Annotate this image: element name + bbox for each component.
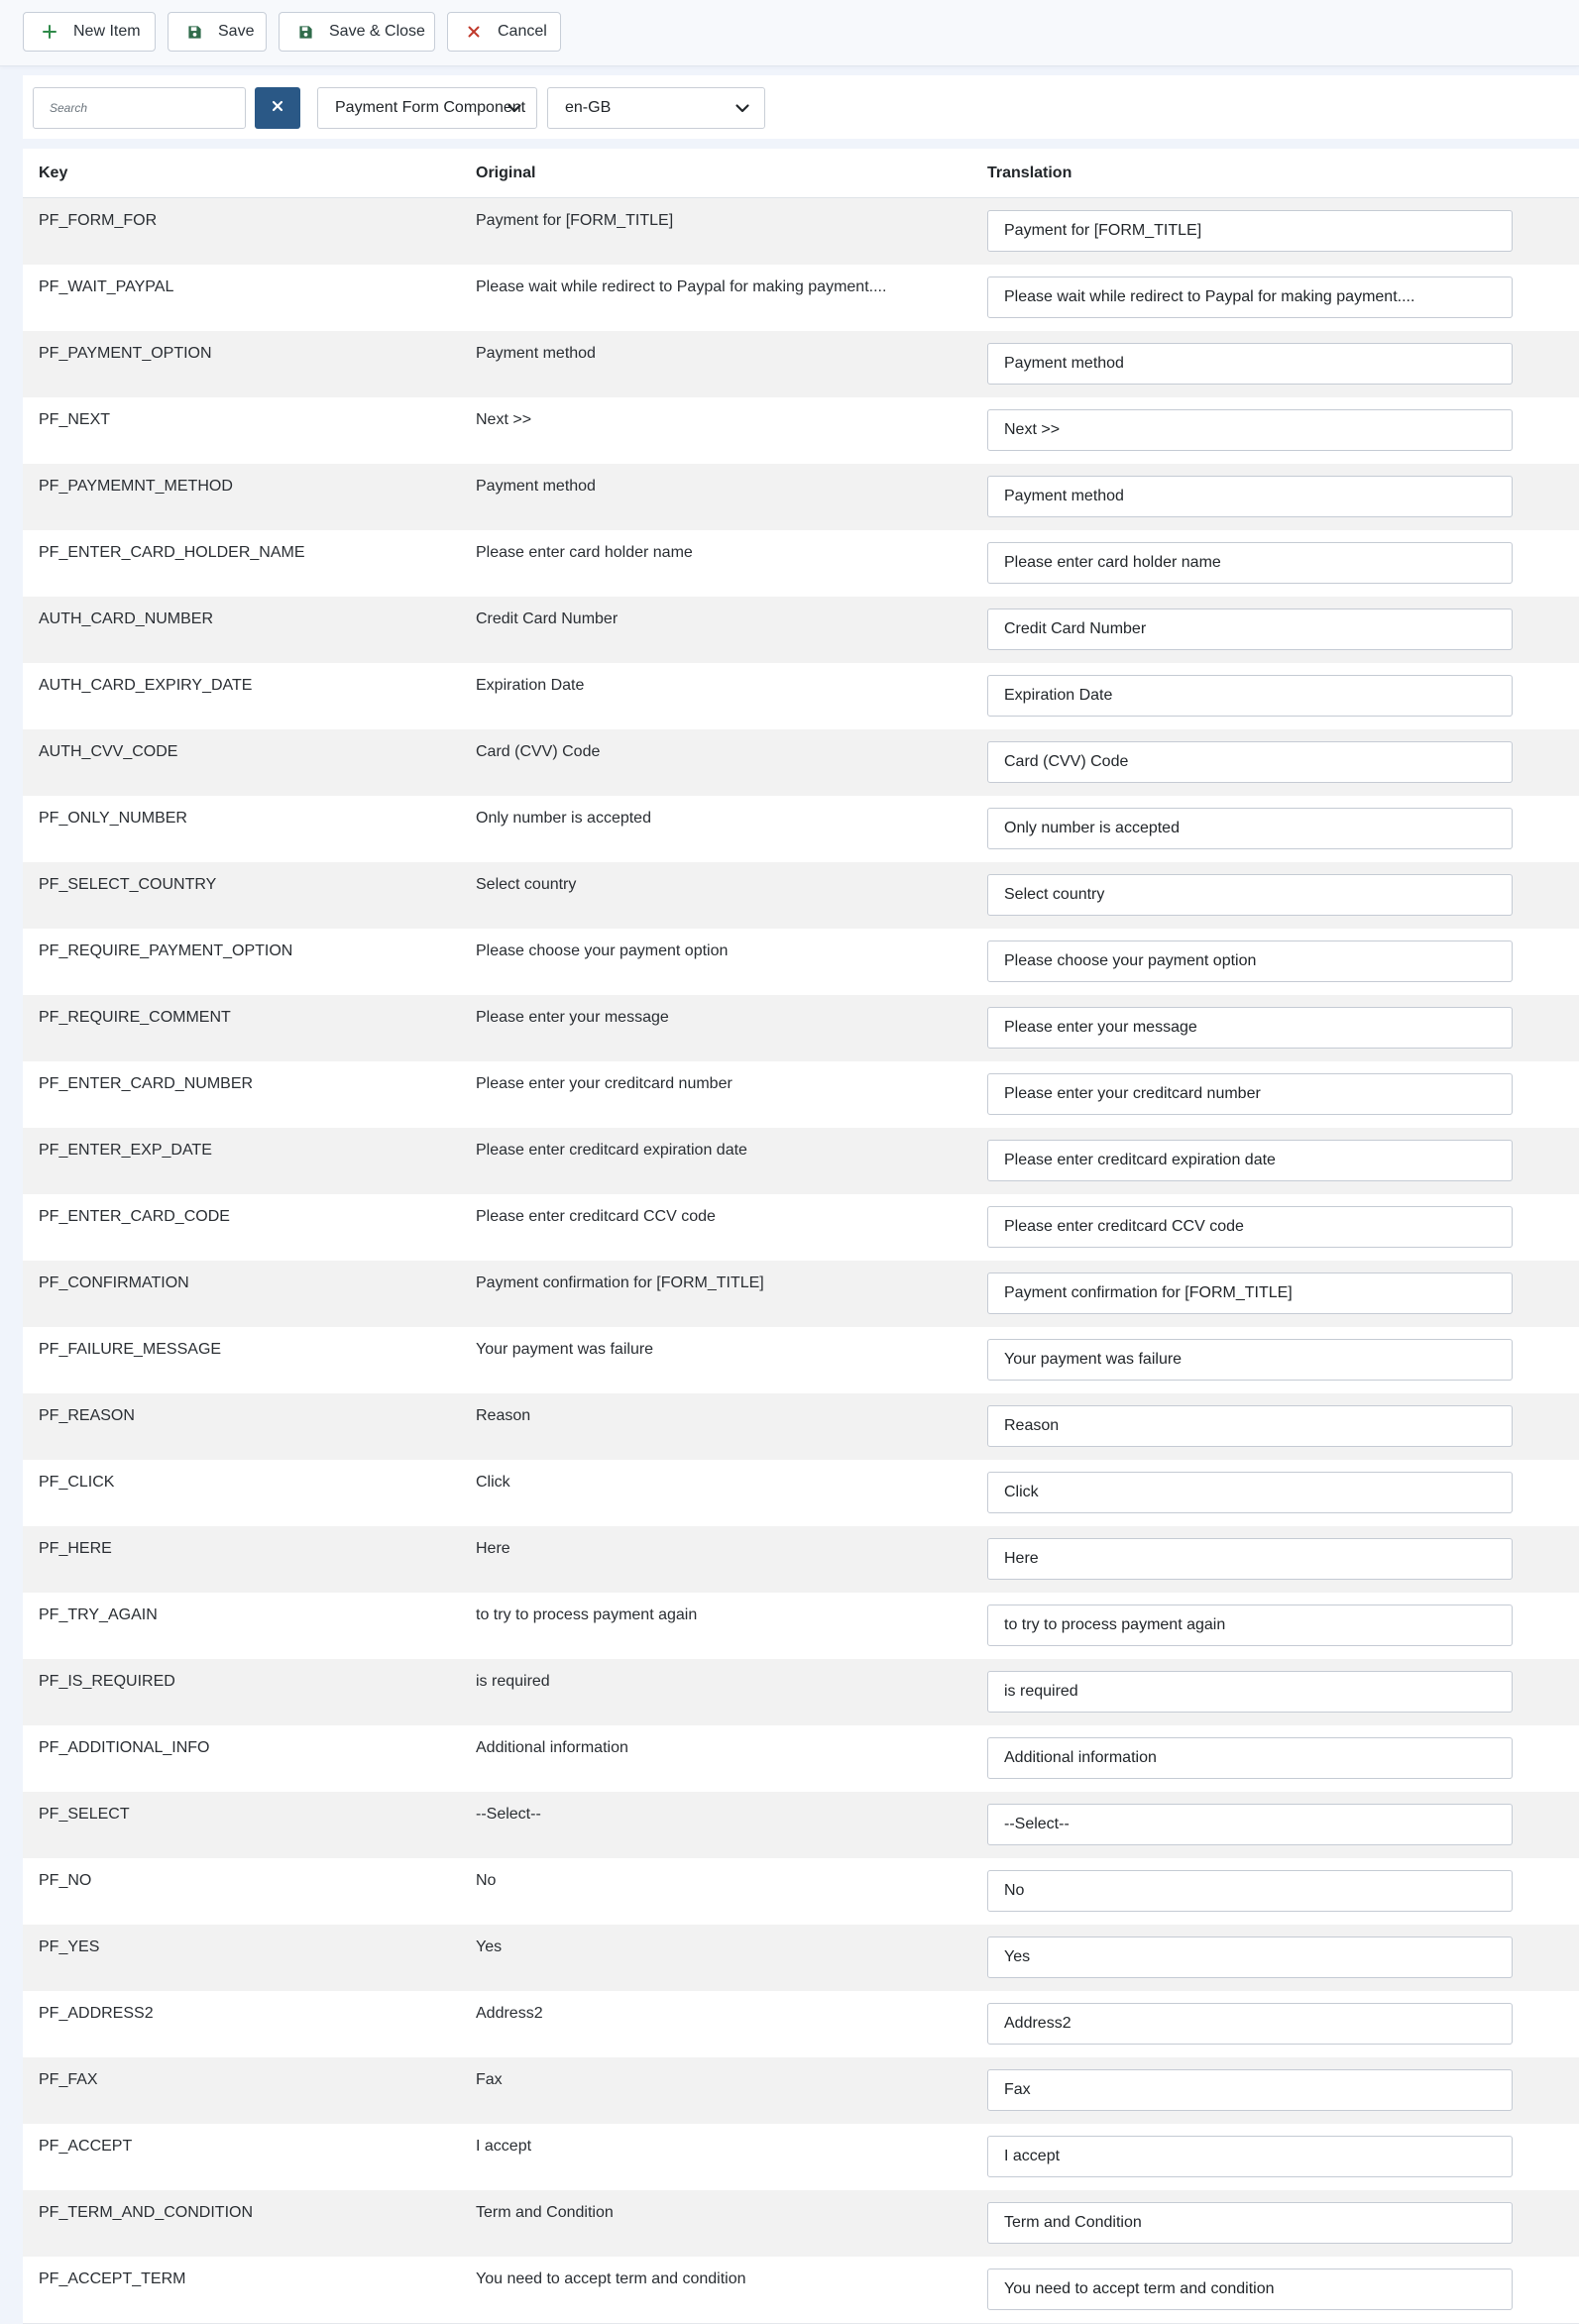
table-row xyxy=(23,1128,1579,1195)
translation-input[interactable] xyxy=(987,409,1513,451)
key-cell: PF_SELECT_COUNTRY xyxy=(39,876,217,893)
table-row xyxy=(23,1858,1579,1926)
table-row xyxy=(23,663,1579,730)
original-cell: Term and Condition xyxy=(476,2204,614,2221)
original-cell: Credit Card Number xyxy=(476,610,619,627)
translation-input[interactable] xyxy=(987,1273,1513,1314)
key-column-header: Key xyxy=(39,165,68,181)
key-cell: PF_REQUIRE_COMMENT xyxy=(39,1009,231,1026)
table-row xyxy=(23,2057,1579,2125)
table-row xyxy=(23,2190,1579,2258)
original-cell: Expiration Date xyxy=(476,677,585,694)
translation-input[interactable] xyxy=(987,675,1513,717)
translation-table xyxy=(23,149,1579,2318)
table-row xyxy=(23,995,1579,1062)
translation-input[interactable] xyxy=(987,1405,1513,1447)
table-row xyxy=(23,2257,1579,2324)
table-row xyxy=(23,1725,1579,1793)
original-cell: Please choose your payment option xyxy=(476,942,729,959)
save-close-button[interactable] xyxy=(279,12,435,52)
translation-input[interactable] xyxy=(987,210,1513,252)
key-cell: PF_WAIT_PAYPAL xyxy=(39,278,174,295)
original-cell: Only number is accepted xyxy=(476,810,651,827)
key-cell: PF_CLICK xyxy=(39,1474,115,1491)
key-cell: PF_ADDRESS2 xyxy=(39,2005,154,2022)
key-cell: PF_ENTER_CARD_CODE xyxy=(39,1208,230,1225)
original-cell: --Select-- xyxy=(476,1806,541,1823)
new-item-button[interactable] xyxy=(23,12,156,52)
translation-input[interactable] xyxy=(987,1339,1513,1381)
translation-input[interactable] xyxy=(987,476,1513,517)
cancel-button[interactable] xyxy=(447,12,561,52)
translation-input[interactable] xyxy=(987,343,1513,385)
translation-input[interactable] xyxy=(987,1671,1513,1713)
table-row xyxy=(23,397,1579,465)
translation-input[interactable] xyxy=(987,1206,1513,1248)
key-cell: AUTH_CARD_EXPIRY_DATE xyxy=(39,677,253,694)
translation-input[interactable] xyxy=(987,741,1513,783)
save-label: Save xyxy=(218,23,255,40)
table-row xyxy=(23,862,1579,930)
table-row xyxy=(23,1925,1579,1992)
translation-input[interactable] xyxy=(987,1870,1513,1912)
table-row xyxy=(23,796,1579,863)
original-cell: I accept xyxy=(476,2138,532,2155)
translation-input[interactable] xyxy=(987,1937,1513,1978)
original-cell: Select country xyxy=(476,876,577,893)
original-cell: Please enter card holder name xyxy=(476,544,693,561)
translation-input[interactable] xyxy=(987,1073,1513,1115)
language-select-value: en-GB xyxy=(565,99,612,116)
table-row xyxy=(23,1991,1579,2058)
translation-input[interactable] xyxy=(987,2136,1513,2177)
key-cell: PF_ADDITIONAL_INFO xyxy=(39,1739,210,1756)
translation-input[interactable] xyxy=(987,1538,1513,1580)
original-cell: Address2 xyxy=(476,2005,543,2022)
close-icon xyxy=(464,22,484,42)
translation-input[interactable] xyxy=(987,1472,1513,1513)
original-cell: is required xyxy=(476,1673,550,1690)
key-cell: PF_NO xyxy=(39,1872,92,1889)
original-cell: Yes xyxy=(476,1938,503,1955)
table-row xyxy=(23,729,1579,797)
key-cell: PF_FORM_FOR xyxy=(39,212,158,229)
translation-input[interactable] xyxy=(987,2069,1513,2111)
original-cell: Additional information xyxy=(476,1739,628,1756)
original-cell: Next >> xyxy=(476,411,532,428)
translation-input[interactable] xyxy=(987,941,1513,982)
original-cell: Please enter creditcard expiration date xyxy=(476,1142,747,1159)
plus-icon xyxy=(40,22,59,42)
table-row xyxy=(23,1327,1579,1394)
translation-input[interactable] xyxy=(987,1140,1513,1181)
language-select[interactable] xyxy=(547,87,765,129)
key-cell: PF_TRY_AGAIN xyxy=(39,1606,158,1623)
original-cell: Payment method xyxy=(476,345,596,362)
original-cell: Click xyxy=(476,1474,510,1491)
key-cell: PF_ONLY_NUMBER xyxy=(39,810,187,827)
translation-input[interactable] xyxy=(987,542,1513,584)
search-input[interactable] xyxy=(33,87,246,129)
translation-input[interactable] xyxy=(987,874,1513,916)
table-row xyxy=(23,1261,1579,1328)
key-cell: AUTH_CARD_NUMBER xyxy=(39,610,214,627)
table-row xyxy=(23,1393,1579,1461)
filter-bar xyxy=(23,75,1579,139)
key-cell: PF_ENTER_CARD_HOLDER_NAME xyxy=(39,544,305,561)
translation-input[interactable] xyxy=(987,2003,1513,2045)
translation-input[interactable] xyxy=(987,1605,1513,1646)
original-cell: Reason xyxy=(476,1407,531,1424)
table-row xyxy=(23,1792,1579,1859)
translation-input[interactable] xyxy=(987,1804,1513,1845)
table-row xyxy=(23,929,1579,996)
table-row xyxy=(23,1659,1579,1726)
key-cell: PF_PAYMENT_OPTION xyxy=(39,345,212,362)
original-column-header: Original xyxy=(476,165,536,181)
table-row xyxy=(23,530,1579,598)
key-cell: AUTH_CVV_CODE xyxy=(39,743,178,760)
key-cell: PF_PAYMEMNT_METHOD xyxy=(39,478,233,495)
chevron-down-icon xyxy=(721,88,764,128)
key-cell: PF_HERE xyxy=(39,1540,112,1557)
table-row xyxy=(23,1061,1579,1129)
table-row xyxy=(23,1526,1579,1594)
key-cell: PF_IS_REQUIRED xyxy=(39,1673,175,1690)
original-cell: Your payment was failure xyxy=(476,1341,654,1358)
table-row xyxy=(23,265,1579,332)
table-row xyxy=(23,1194,1579,1262)
translation-input[interactable] xyxy=(987,808,1513,849)
translation-input[interactable] xyxy=(987,2269,1513,2310)
component-select[interactable] xyxy=(317,87,537,129)
key-cell: PF_ACCEPT_TERM xyxy=(39,2270,186,2287)
original-cell: Fax xyxy=(476,2071,503,2088)
key-cell: PF_ENTER_CARD_NUMBER xyxy=(39,1075,254,1092)
clear-search-button[interactable] xyxy=(255,87,300,129)
key-cell: PF_TERM_AND_CONDITION xyxy=(39,2204,254,2221)
table-row xyxy=(23,198,1579,266)
original-cell: No xyxy=(476,1872,497,1889)
table-header xyxy=(23,149,1579,198)
key-cell: PF_REQUIRE_PAYMENT_OPTION xyxy=(39,942,293,959)
table-row xyxy=(23,331,1579,398)
key-cell: PF_CONFIRMATION xyxy=(39,1274,189,1291)
original-cell: Please enter your message xyxy=(476,1009,669,1026)
key-cell: PF_REASON xyxy=(39,1407,135,1424)
floppy-disk-icon xyxy=(295,22,315,42)
cancel-label: Cancel xyxy=(498,23,547,40)
table-row xyxy=(23,1460,1579,1527)
key-cell: PF_FAX xyxy=(39,2071,98,2088)
translation-input[interactable] xyxy=(987,1737,1513,1779)
toolbar xyxy=(0,0,1579,66)
key-cell: PF_FAILURE_MESSAGE xyxy=(39,1341,222,1358)
table-row xyxy=(23,464,1579,531)
key-cell: PF_NEXT xyxy=(39,411,111,428)
original-cell: You need to accept term and condition xyxy=(476,2270,746,2287)
translation-input[interactable] xyxy=(987,2202,1513,2244)
save-close-label: Save & Close xyxy=(329,23,425,40)
floppy-disk-icon xyxy=(184,22,204,42)
original-cell: Please enter creditcard CCV code xyxy=(476,1208,716,1225)
table-row xyxy=(23,2124,1579,2191)
table-row xyxy=(23,597,1579,664)
key-cell: PF_SELECT xyxy=(39,1806,130,1823)
original-cell: Please wait while redirect to Paypal for making payment.... xyxy=(476,278,887,295)
close-icon xyxy=(272,99,283,117)
translation-input[interactable] xyxy=(987,609,1513,650)
save-button[interactable] xyxy=(168,12,267,52)
original-cell: Here xyxy=(476,1540,510,1557)
component-select-value: Payment Form Component xyxy=(335,99,526,116)
new-item-label: New Item xyxy=(73,23,141,40)
translation-input[interactable] xyxy=(987,277,1513,318)
original-cell: Payment confirmation for [FORM_TITLE] xyxy=(476,1274,764,1291)
original-cell: Please enter your creditcard number xyxy=(476,1075,733,1092)
translation-column-header: Translation xyxy=(987,165,1072,181)
key-cell: PF_YES xyxy=(39,1938,100,1955)
original-cell: to try to process payment again xyxy=(476,1606,698,1623)
original-cell: Payment method xyxy=(476,478,596,495)
key-cell: PF_ACCEPT xyxy=(39,2138,133,2155)
chevron-down-icon xyxy=(493,88,536,128)
original-cell: Card (CVV) Code xyxy=(476,743,601,760)
table-row xyxy=(23,1593,1579,1660)
original-cell: Payment for [FORM_TITLE] xyxy=(476,212,674,229)
translation-input[interactable] xyxy=(987,1007,1513,1049)
key-cell: PF_ENTER_EXP_DATE xyxy=(39,1142,212,1159)
